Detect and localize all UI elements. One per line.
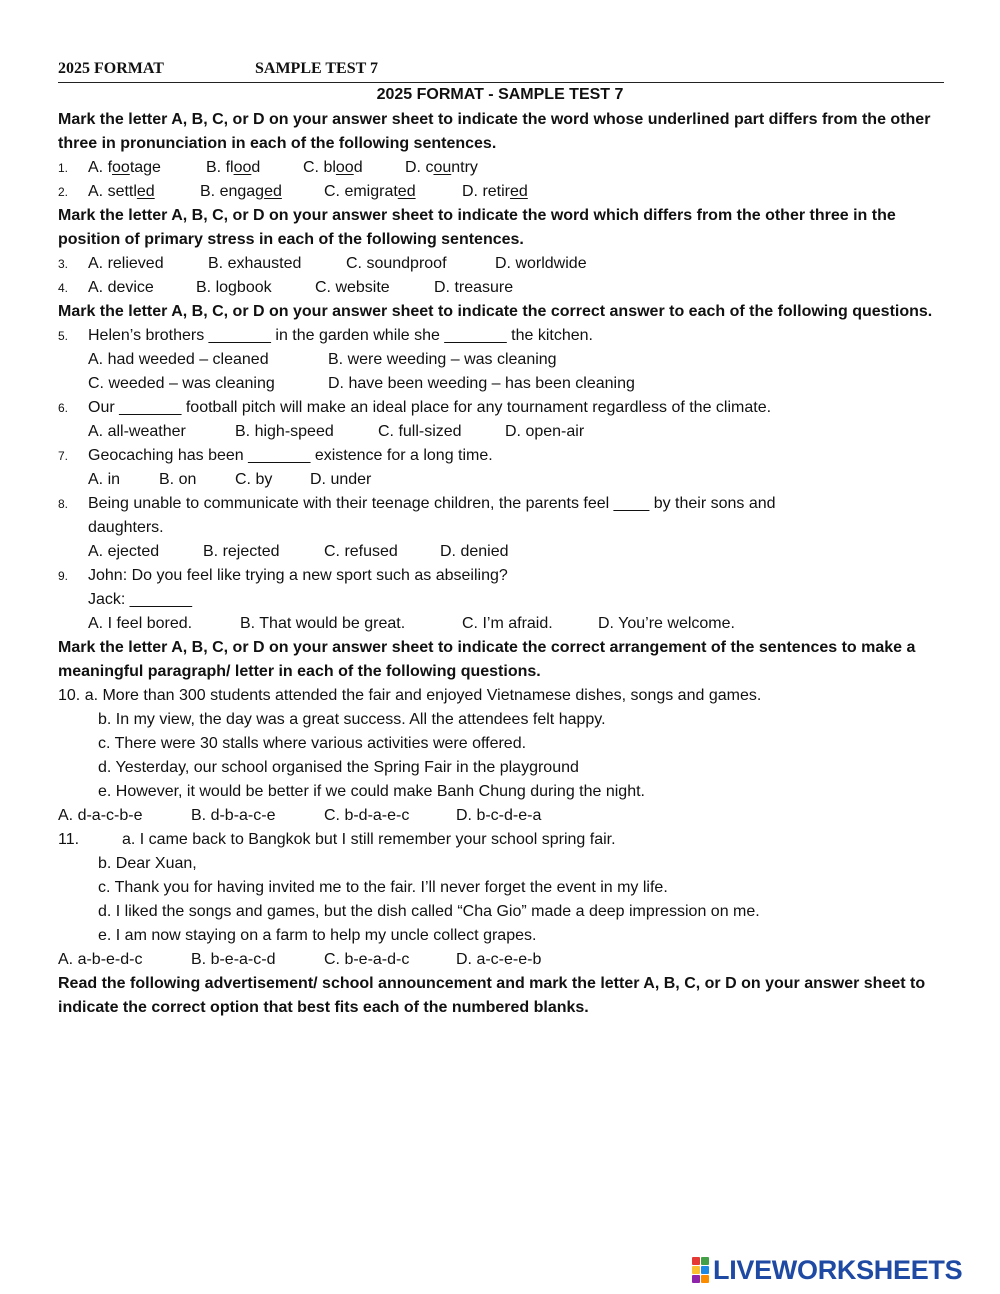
question-2 [58,180,948,204]
question-6 [58,396,948,444]
question-number: 9. [58,569,69,583]
option-b[interactable]: B. exhausted [208,255,302,272]
option-b[interactable]: B. flood [206,159,261,176]
option-a[interactable]: A. relieved [88,255,164,272]
option-d[interactable]: D. You’re welcome. [598,615,735,632]
question-9 [58,564,948,636]
logo-blocks-icon [692,1257,709,1283]
question-number: 11. [58,831,80,848]
option-a[interactable]: A. all-weather [88,423,186,440]
question-number: 6. [58,401,69,415]
dialogue-jack: Jack: _______ [88,591,193,608]
sentence-e: e. I am now staying on a farm to help my uncle collect grapes. [98,927,537,944]
option-c[interactable]: C. b-e-a-d-c [324,951,410,968]
instruction-arrangement: Mark the letter A, B, C, or D on your answer sheet to indicate the correct arrangement of the sentences to make a meaningful paragraph/ letter in each of the following questions. [58,639,916,680]
question-number: 3. [58,257,69,271]
question-number: 7. [58,449,69,463]
option-c[interactable]: C. website [315,279,390,296]
option-d[interactable]: D. worldwide [495,255,587,272]
option-c[interactable]: C. I’m afraid. [462,615,553,632]
question-number: 1. [58,161,69,175]
question-5 [58,324,948,396]
option-d[interactable]: D. have been weeding – has been cleaning [328,375,635,392]
instruction-stress: Mark the letter A, B, C, or D on your answer sheet to indicate the word which differs from the other three in the position of primary stress in each of the following sentences. [58,207,896,248]
option-b[interactable]: B. rejected [203,543,280,560]
question-10 [58,684,948,828]
option-a[interactable]: A. had weeded – cleaned [88,351,269,368]
option-a[interactable]: A. settled [88,183,155,200]
sentence-c: c. Thank you for having invited me to the fair. I’ll never forget the event in my life. [98,879,668,896]
question-stem: Our _______ football pitch will make an ideal place for any tournament regardless of the climate. [88,399,772,416]
question-1 [58,156,948,180]
question-stem: Geocaching has been _______ existence for a long time. [88,447,493,464]
option-b[interactable]: B. high-speed [235,423,334,440]
option-a[interactable]: A. I feel bored. [88,615,193,632]
question-number: 4. [58,281,69,295]
option-d[interactable]: D. a-c-e-e-b [456,951,542,968]
question-4 [58,276,948,300]
question-11 [58,828,948,972]
question-number: 5. [58,329,69,343]
logo-text: LIVEWORKSHEETS [713,1254,963,1285]
logo-block [692,1275,700,1283]
option-c[interactable]: C. b-d-a-e-c [324,807,410,824]
sentence-e: e. However, it would be better if we could make Banh Chung during the night. [98,783,645,800]
sentence-a: a. I came back to Bangkok but I still remember your school spring fair. [122,831,616,848]
question-7 [58,444,948,492]
option-d[interactable]: D. b-c-d-e-a [456,807,542,824]
option-c[interactable]: C. blood [303,159,363,176]
option-b[interactable]: B. d-b-a-c-e [191,807,276,824]
option-d[interactable]: D. country [405,159,478,176]
option-c[interactable]: C. weeded – was cleaning [88,375,275,392]
question-stem: Being unable to communicate with their teenage children, the parents feel ____ by their sons and [88,495,776,512]
question-stem-continued: daughters. [88,519,164,536]
option-b[interactable]: B. logbook [196,279,272,296]
sentence-a: 10. a. More than 300 students attended the fair and enjoyed Vietnamese dishes, songs and games. [58,687,762,704]
option-b[interactable]: B. b-e-a-c-d [191,951,276,968]
option-b[interactable]: B. engaged [200,183,282,200]
dialogue-john: John: Do you feel like trying a new sport such as abseiling? [88,567,508,584]
question-number: 2. [58,185,69,199]
logo-block [692,1257,700,1265]
logo-block [701,1275,709,1283]
option-c[interactable]: C. soundproof [346,255,447,272]
option-d[interactable]: D. open-air [505,423,585,440]
option-d[interactable]: D. treasure [434,279,514,296]
sentence-d: d. I liked the songs and games, but the dish called “Cha Gio” made a deep impression on me. [98,903,760,920]
option-c[interactable]: C. refused [324,543,398,560]
logo-block [701,1266,709,1274]
logo-block [692,1266,700,1274]
option-d[interactable]: D. retired [462,183,528,200]
page-title: 2025 FORMAT - SAMPLE TEST 7 [376,86,624,103]
option-a[interactable]: A. footage [88,159,161,176]
option-c[interactable]: C. by [235,471,273,488]
option-b[interactable]: B. That would be great. [240,615,406,632]
option-b[interactable]: B. were weeding – was cleaning [328,351,557,368]
option-c[interactable]: C. emigrated [324,183,416,200]
option-c[interactable]: C. full-sized [378,423,462,440]
logo-block [701,1257,709,1265]
test-content [58,108,948,1020]
sentence-c: c. There were 30 stalls where various activities were offered. [98,735,527,752]
option-b[interactable]: B. on [159,471,197,488]
question-number: 8. [58,497,69,511]
liveworksheets-logo [692,1254,962,1286]
header-test-name: SAMPLE TEST 7 [255,60,379,77]
question-stem: Helen’s brothers _______ in the garden while she _______ the kitchen. [88,327,593,344]
option-a[interactable]: A. a-b-e-d-c [58,951,143,968]
sentence-b: b. In my view, the day was a great success. All the attendees felt happy. [98,711,606,728]
option-a[interactable]: A. d-a-c-b-e [58,807,143,824]
header-format: 2025 FORMAT [58,60,164,77]
option-a[interactable]: A. ejected [88,543,160,560]
question-3 [58,252,948,276]
option-d[interactable]: D. under [310,471,372,488]
instruction-reading: Read the following advertisement/ school announcement and mark the letter A, B, C, or D on your answer sheet to indicate the correct option that best fits each of the numbered blanks. [58,975,926,1016]
sentence-b: b. Dear Xuan, [98,855,197,872]
page-header [58,60,944,83]
question-8 [58,492,948,564]
instruction-pronunciation: Mark the letter A, B, C, or D on your answer sheet to indicate the word whose underlined part differs from the other three in pronunciation in each of the following sentences. [58,111,931,152]
option-a[interactable]: A. in [88,471,121,488]
option-a[interactable]: A. device [88,279,154,296]
option-d[interactable]: D. denied [440,543,509,560]
instruction-correct-answer: Mark the letter A, B, C, or D on your answer sheet to indicate the correct answer to each of the following questions. [58,303,933,320]
sentence-d: d. Yesterday, our school organised the Spring Fair in the playground [98,759,579,776]
